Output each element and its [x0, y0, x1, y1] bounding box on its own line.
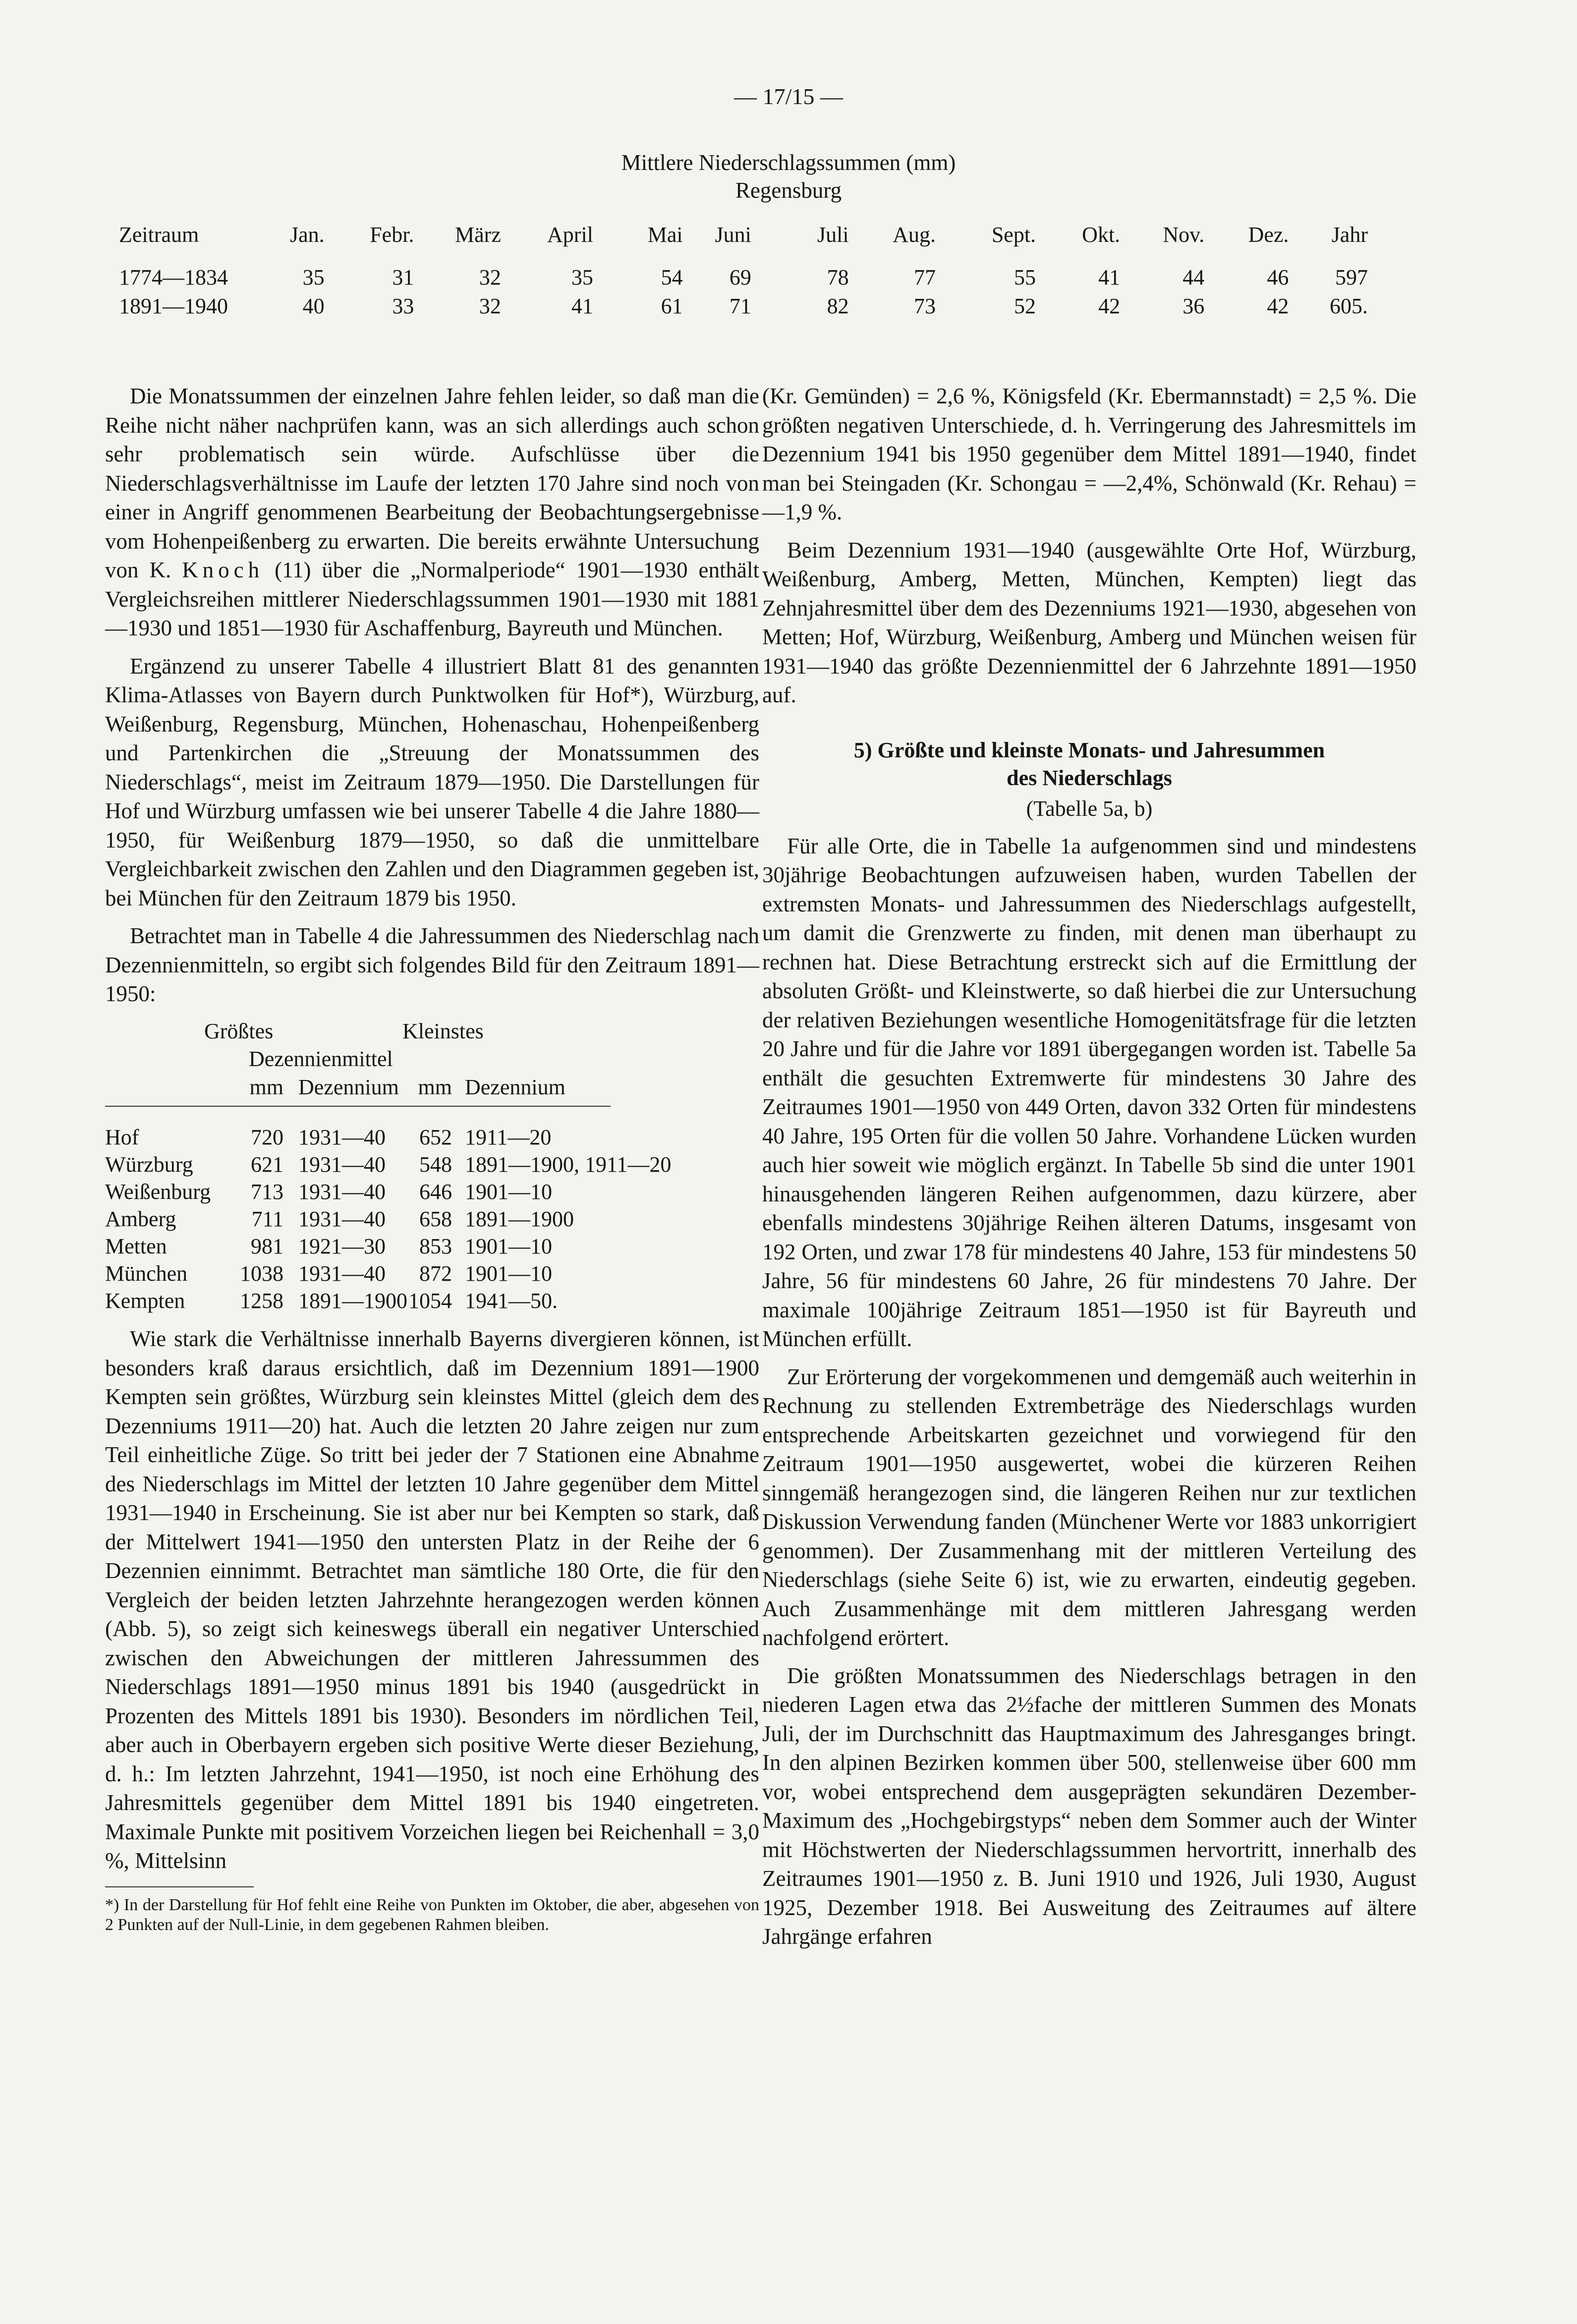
table-cell: 1921—30	[298, 1234, 386, 1258]
table-cell: 42	[1267, 294, 1289, 318]
table-cell: 32	[479, 294, 501, 318]
table-cell: 652	[419, 1125, 452, 1149]
table-cell: 1901—10	[465, 1261, 552, 1286]
table-row	[105, 1151, 671, 1178]
table-cell: 621	[251, 1152, 283, 1177]
table-cell: 713	[251, 1180, 283, 1204]
header-cell: Juni	[715, 223, 751, 247]
header-cell: Nov.	[1163, 223, 1205, 247]
paragraph: Betrachtet man in Tabelle 4 die Jahressummen des Niederschlag nach Dezennienmitteln, so ergibt sich folgendes Bild für den Zeitraum 1891—1950:	[105, 923, 759, 1006]
table-cell: 36	[1183, 294, 1205, 318]
decade-table-header	[105, 1018, 759, 1073]
table-cell: Amberg	[105, 1207, 176, 1231]
table-cell: 1931—40	[298, 1207, 386, 1231]
table-cell: 35	[571, 265, 593, 289]
footnote-divider	[105, 1886, 254, 1887]
header-cell: Dezennium	[465, 1075, 565, 1099]
divider	[105, 1106, 611, 1107]
paragraph: Beim Dezennium 1931—1940 (ausgewählte Orte Hof, Würzburg, Weißenburg, Amberg, Metten, München, Kempten) liegt das Zehnjahresmittel über dem des Dezenniums 1921—1930, abgesehen von Metten; Hof, Würzburg, Weißenburg, Amberg und München weisen für 1931—1940 das größte Dezennienmittel der 6 Jahrzehnte 1891—1950 auf.	[762, 537, 1416, 707]
table-cell: 597	[1335, 265, 1368, 289]
table-row	[105, 1124, 671, 1151]
table-cell: 1891—1900	[298, 1289, 407, 1313]
table-cell: 55	[1014, 265, 1036, 289]
table-cell: 32	[479, 265, 501, 289]
header-cell: Dez.	[1248, 223, 1289, 247]
header-cell: Jahr	[1331, 223, 1368, 247]
table-cell: 73	[914, 294, 936, 318]
header-cell: Sept.	[991, 223, 1036, 247]
table-cell: 41	[1098, 265, 1121, 289]
table-cell: Hof	[105, 1125, 139, 1149]
table-cell: 1038	[240, 1261, 283, 1286]
header-cell: Juli	[817, 223, 849, 247]
table-cell: 33	[392, 294, 414, 318]
table-row	[105, 1205, 671, 1233]
table-cell: 69	[729, 265, 751, 289]
table-cell: 1891—1900, 1911—20	[465, 1152, 672, 1177]
table-cell: 71	[729, 294, 751, 318]
table-cell: München	[105, 1261, 188, 1286]
right-column	[762, 382, 1416, 1960]
paragraph	[105, 382, 759, 643]
table-cell: 548	[419, 1152, 452, 1177]
table-header-row	[105, 1073, 671, 1102]
table-cell: 1891—1940	[119, 294, 228, 318]
paragraph: (Kr. Gemünden) = 2,6 %, Königsfeld (Kr. Ebermannstadt) = 2,5 %. Die größten negativen Unterschiede, d. h. Verringerung des Jahresmittels im Dezennium 1941 bis 1950 gegenüber dem Mittel 1891—1940, findet man bei Steingaden (Kr. Schongau = —2,4%, Schönwald (Kr. Rehau) = —1,9 %.	[762, 384, 1416, 524]
table-cell: 1054	[408, 1289, 452, 1313]
table-cell: 1901—10	[465, 1234, 552, 1258]
paragraph: Die größten Monatssummen des Niederschlags betragen in den niederen Lagen etwa das 2½fache der mittleren Summen des Monats Juli, der im Durchschnitt das Hauptmaximum des Jahresganges bringt. In den alpinen Bezirken kommen über 500, stellenweise über 600 mm vor, wobei entsprechend dem ausgeprägten sekundären Dezember-Maximum des „Hochgebirgstyps“ neben dem Sommer auch der Winter mit Höchstwerten der Niederschlagssummen hervortritt, innerhalb des Zeitraumes 1901—1950 z. B. Juni 1910 und 1926, Juli 1930, August 1925, Dezember 1918. Bei Ausweitung des Zeitraumes auf ältere Jahrgänge erfahren	[762, 1663, 1416, 1949]
table-cell: 1931—40	[298, 1261, 386, 1286]
page-number: — 17/15 —	[734, 84, 843, 109]
paragraph: Ergänzend zu unserer Tabelle 4 illustriert Blatt 81 des genannten Klima-Atlasses von Bayern durch Punktwolken für Hof*), Würzburg, Weißenburg, Regensburg, München, Hohenaschau, Hohenpeißenberg und Partenkirchen die „Streuung der Monatssummen des Niederschlags“, meist im Zeitraum 1879—1950. Die Darstellungen für Hof und Würzburg umfassen wie bei unserer Tabelle 4 die Jahre 1880—1950, für Weißenburg 1879—1950, so daß die unmittelbare Vergleichbarkeit zwischen den Zahlen und den Diagrammen gegeben ist, bei München für den Zeitraum 1879 bis 1950.	[105, 653, 759, 910]
table-row	[119, 292, 1368, 321]
header-cell: Dezennium	[298, 1075, 399, 1099]
header-cell: Okt.	[1082, 223, 1121, 247]
section-heading	[762, 737, 1416, 792]
section-subheading: (Tabelle 5a, b)	[1026, 796, 1153, 821]
table-cell: 605.	[1330, 294, 1368, 318]
paragraph: Zur Erörterung der vorgekommenen und demgemäß auch weiterhin in Rechnung zu stellenden Extrembeträge des Niederschlags wurden entsprechende Arbeitskarten gezeichnet und vorwiegend für den Zeitraum 1901—1950 ausgewertet, wobei die kürzeren Reihen sinngemäß herangezogen sind, die längeren Reihen nur zur textlichen Diskussion Verwendung fanden (Münchener Werte vor 1883 unkorrigiert genommen). Der Zusammenhang mit der mittleren Verteilung des Niederschlags (siehe Seite 6) ist, wie zu erwarten, eindeutig gegeben. Auch Zusammenhänge mit dem mittleren Jahresgang werden nachfolgend erörtert.	[762, 1364, 1416, 1650]
table-header-row	[119, 222, 1368, 263]
header-cell: April	[547, 223, 593, 247]
table-cell: 720	[251, 1125, 283, 1149]
table-cell: Würzburg	[105, 1152, 193, 1177]
table-row	[105, 1287, 671, 1314]
table-cell: 46	[1267, 265, 1289, 289]
table-cell: 52	[1014, 294, 1036, 318]
table-cell: 44	[1183, 265, 1205, 289]
table-row	[119, 263, 1368, 292]
table-cell: 1931—40	[298, 1125, 386, 1149]
table-cell: 1931—40	[298, 1180, 386, 1204]
table-cell: Metten	[105, 1234, 167, 1258]
table-cell: 40	[302, 294, 325, 318]
table-row	[105, 1233, 671, 1260]
table-cell: 35	[302, 265, 325, 289]
header-kleinstes: Kleinstes	[402, 1019, 484, 1043]
table-cell: 42	[1098, 294, 1121, 318]
table-cell: 1901—10	[465, 1180, 552, 1204]
header-cell: mm	[249, 1075, 283, 1099]
table-cell: 646	[419, 1180, 452, 1204]
paragraph-text: Die Monatssummen der einzelnen Jahre fehlen leider, so daß man die Reihe nicht näher nachprüfen kann, was an sich allerdings auch schon sehr problematisch sein würde. Aufschlüsse über die Niederschlagsverhältnisse im Laufe der letzten 170 Jahre sind noch von einer in Angriff genommenen Bearbeitung der Beobachtungsergebnisse vom Hohenpeißenberg zu erwarten. Die bereits erwähnte Untersuchung von K.	[105, 384, 759, 582]
table-cell: 31	[392, 265, 414, 289]
table-cell: 658	[419, 1207, 452, 1231]
table-row	[105, 1260, 671, 1287]
table-cell: 1774—1834	[119, 265, 228, 289]
header-dezennienmittel: Dezennienmittel	[249, 1046, 393, 1071]
table-title: Mittlere Niederschlagssummen (mm)	[621, 150, 956, 175]
paragraph-text: (11) über die „Normalperiode“ 1901—1930 enthält Vergleichsreihen mittlerer Niederschlagssummen 1901—1930 mit 1881—1930 und 1851—1930 für Aschaffenburg, Bayreuth und München.	[105, 558, 760, 640]
header-groesstes: Größtes	[204, 1019, 274, 1043]
header-cell: Jan.	[290, 223, 325, 247]
table-cell: 872	[419, 1261, 452, 1286]
header-cell: Febr.	[370, 223, 414, 247]
table-cell: 82	[827, 294, 849, 318]
regensburg-table	[119, 222, 1368, 321]
author-name: Knoch	[182, 558, 264, 582]
table-cell: 1941—50.	[465, 1289, 558, 1313]
table-cell: Kempten	[105, 1289, 185, 1313]
table-subtitle: Regensburg	[735, 178, 842, 203]
table-cell: 41	[571, 294, 593, 318]
left-column	[105, 382, 759, 1935]
paragraph: Für alle Orte, die in Tabelle 1a aufgenommen sind und mindestens 30jährige Beobachtungen aufzuweisen haben, wurden Tabellen der extremsten Monats- und Jahressummen des Niederschlags aufgestellt, um damit die Grenzwerte zu finden, mit denen man überhaupt zu rechnen hat. Diese Betrachtung erstreckt sich auf die Ermittlung der absoluten Größt- und Kleinstwerte, so daß hierbei die zur Untersuchung der relativen Beziehungen wesentliche Homogenitätsfrage für die letzten 20 Jahre und für die Jahre vor 1891 übergegangen worden ist. Tabelle 5a enthält die gesuchten Extremwerte für mindestens 30 Jahre des Zeitraumes 1901—1950 von 449 Orten, davon 332 Orten für mindestens 40 Jahre, 195 Orten für die vollen 50 Jahre. Vorhandene Lücken wurden auch hier soweit wie möglich ergänzt. In Tabelle 5b sind die unter 1901 hinausgehenden längeren Reihen aufgenommen, dazu kürzere, aber ebenfalls mindestens 30jährige Reihen älteren Datums, insgesamt von 192 Orten, und zwar 178 für mindestens 40 Jahre, 153 für mindestens 50 Jahre, 56 für mindestens 60 Jahre, 26 für mindestens 70 Jahre. Der maximale 100jährige Zeitraum 1851—1950 ist für Bayreuth und München erfüllt.	[762, 833, 1416, 1351]
table-cell: 711	[251, 1207, 283, 1231]
table-cell: 77	[914, 265, 936, 289]
decade-table	[105, 1073, 671, 1315]
header-cell: Zeitraum	[119, 223, 199, 247]
header-cell: Aug.	[893, 223, 936, 247]
footnote: *) In der Darstellung für Hof fehlt eine Reihe von Punkten im Oktober, die aber, abgesehen von 2 Punkten auf der Null-Linie, in dem gegebenen Rahmen bleiben.	[105, 1895, 759, 1934]
paragraph: Wie stark die Verhältnisse innerhalb Bayerns divergieren können, ist besonders kraß daraus ersichtlich, daß im Dezennium 1891—1900 Kempten sein größtes, Würzburg sein kleinstes Mittel (gleich dem des Dezenniums 1911—20) hat. Auch die letzten 20 Jahre zeigen nur zum Teil einheitliche Züge. So tritt bei jeder der 7 Stationen eine Abnahme des Niederschlags im Mittel der letzten 10 Jahre gegenüber dem Mittel 1931—1940 in Erscheinung. Sie ist aber nur bei Kempten so stark, daß der Mittelwert 1941—1950 den untersten Platz in der Reihe der 6 Dezennien einnimmt. Betrachtet man sämtliche 180 Orte, die für den Vergleich der beiden letzten Jahrzehnte herangezogen werden können (Abb. 5), so zeigt sich keineswegs überall ein negativer Unterschied zwischen den Abweichungen der mittleren Jahressummen des Niederschlags 1891—1950 minus 1891 bis 1940 (ausgedrückt in Prozenten des Mittels 1891 bis 1930). Besonders im nördlichen Teil, aber auch in Oberbayern ergeben sich positive Werte dieser Beziehung, d. h.: Im letzten Jahrzehnt, 1941—1950, ist noch eine Erhöhung des Jahresmittels gegenüber dem Mittel 1891 bis 1940 eingetreten. Maximale Punkte mit positivem Vorzeichen liegen bei Reichenhall = 3,0 %, Mittelsinn	[105, 1326, 759, 1873]
table-cell: 54	[661, 265, 683, 289]
header-cell: mm	[418, 1075, 452, 1099]
table-cell: 1891—1900	[465, 1207, 574, 1231]
table-cell: 61	[661, 294, 683, 318]
table-cell: 78	[827, 265, 849, 289]
table-cell: Weißenburg	[105, 1180, 211, 1204]
table-cell: 1258	[240, 1289, 283, 1313]
header-cell: Mai	[647, 223, 683, 247]
table-cell: 1911—20	[465, 1125, 552, 1149]
table-cell: 853	[419, 1234, 452, 1258]
table-row	[105, 1178, 671, 1205]
section-heading-line: des Niederschlags	[1007, 765, 1172, 790]
section-heading-line: 5) Größte und kleinste Monats- und Jahresummen	[853, 737, 1325, 762]
table-cell: 1931—40	[298, 1152, 386, 1177]
table-cell: 981	[251, 1234, 283, 1258]
header-cell: März	[455, 223, 501, 247]
